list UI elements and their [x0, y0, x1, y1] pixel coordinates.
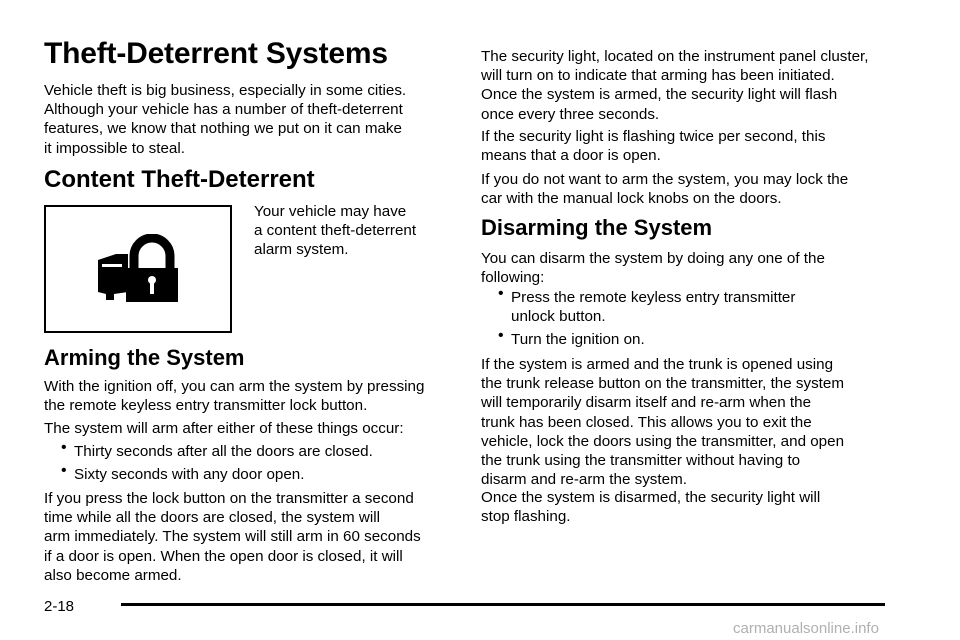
arming-paragraph-1: [44, 377, 424, 415]
flashing-paragraph: [481, 127, 825, 165]
bullet-dot: •: [498, 327, 504, 344]
disarming-bullet: [481, 285, 796, 326]
disarming-paragraph-2: [481, 355, 844, 489]
disarming-heading: Disarming the System: [481, 215, 713, 240]
keyhole-slot: [150, 282, 154, 294]
icon-box: [44, 205, 232, 333]
bullet-dot: •: [61, 439, 67, 456]
content-theft-heading: Content Theft-Deterrent: [44, 166, 315, 193]
security-light-paragraph: [481, 47, 869, 124]
bullet-text: unlock button.: [511, 308, 606, 326]
right-line: once every three seconds.: [481, 105, 660, 123]
page-title: Theft-Deterrent Systems: [44, 37, 388, 70]
disarm-line: You can disarm the system by doing any one of the: [481, 250, 825, 267]
disarm-line: following:: [481, 269, 545, 287]
arming-line: With the ignition off, you can arm the system by pressing: [44, 378, 425, 395]
content-line: a content theft-deterrent: [254, 222, 417, 240]
intro-line: features, we know that nothing we put on it can make: [44, 120, 402, 138]
disarm-line: disarm and re-arm the system.: [481, 471, 687, 489]
lock-shackle: [134, 238, 170, 270]
intro-line: it impossible to steal.: [44, 139, 185, 157]
arming-line: if a door is open. When the open door is closed, it will: [44, 547, 403, 565]
watermark: carmanualsonline.info: [733, 620, 879, 637]
arming-paragraph-2: The system will arm after either of these things occur:: [44, 420, 404, 437]
security-lock-car-icon: [94, 234, 180, 302]
disarming-paragraph-3: [481, 488, 820, 526]
disarm-line: will temporarily disarm itself and re-arm when the: [481, 394, 812, 412]
right-line: car with the manual lock knobs on the doors.: [481, 190, 782, 208]
intro-paragraph: [44, 81, 406, 158]
disarm-line: the trunk release button on the transmitter, the system: [481, 375, 845, 393]
arming-bullet: [44, 439, 373, 461]
arming-line: also become armed.: [44, 566, 182, 584]
disarm-line: trunk has been closed. This allows you to exit the: [481, 413, 812, 431]
disarm-line: the trunk using the transmitter without having to: [481, 452, 801, 470]
arming-heading: Arming the System: [44, 345, 245, 370]
disarming-paragraph-1: [481, 249, 825, 287]
disarm-line: If the system is armed and the trunk is opened using: [481, 356, 834, 373]
right-line: means that a door is open.: [481, 147, 661, 165]
bullet-text: Press the remote keyless entry transmitter: [511, 289, 796, 306]
arming-line: time while all the doors are closed, the system will: [44, 509, 380, 527]
disarming-bullet: [481, 327, 645, 349]
car-shape: [98, 254, 128, 300]
disarm-line: vehicle, lock the doors using the transmitter, and open: [481, 432, 845, 450]
right-line: Once the system is armed, the security light will flash: [481, 86, 838, 104]
page-number: 2-18: [44, 598, 75, 615]
disarm-line: stop flashing.: [481, 508, 571, 526]
arming-line: arm immediately. The system will still arm in 60 seconds: [44, 528, 421, 546]
bullet-text: Thirty seconds after all the doors are closed.: [74, 443, 373, 460]
content-theft-text: [254, 202, 416, 260]
right-line: will turn on to indicate that arming has been initiated.: [481, 67, 835, 85]
right-line: If the security light is flashing twice per second, this: [481, 128, 826, 145]
right-line: If you do not want to arm the system, you may lock the: [481, 171, 849, 188]
arming-paragraph-3: [44, 489, 421, 585]
bullet-dot: •: [61, 462, 67, 479]
arming-bullet: [44, 462, 305, 484]
manual-lock-paragraph: [481, 170, 848, 208]
bullet-dot: •: [498, 285, 504, 302]
content-line: Your vehicle may have: [254, 203, 407, 220]
car-window: [102, 264, 122, 267]
bullet-text: Sixty seconds with any door open.: [74, 466, 305, 483]
content-line: alarm system.: [254, 241, 349, 259]
bullet-text: Turn the ignition on.: [511, 331, 645, 348]
footer-rule: [121, 603, 885, 606]
intro-line: Vehicle theft is big business, especially in some cities.: [44, 82, 407, 99]
disarm-line: Once the system is disarmed, the security light will: [481, 489, 821, 506]
arming-line: the remote keyless entry transmitter lock button.: [44, 397, 368, 415]
right-line: The security light, located on the instrument panel cluster,: [481, 48, 869, 65]
arming-line: If you press the lock button on the transmitter a second: [44, 490, 414, 507]
intro-line: Although your vehicle has a number of theft-deterrent: [44, 101, 403, 119]
